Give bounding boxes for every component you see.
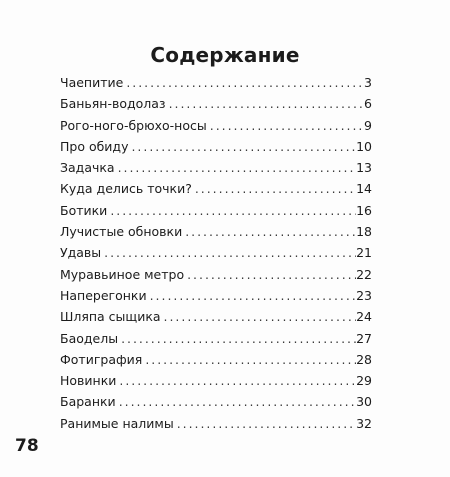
toc-entry [60, 157, 372, 178]
toc-entry-title: Рого-ного-брюхо-носы [60, 117, 207, 133]
toc-entry-page: 16 [356, 202, 372, 218]
toc-entry-title: Фотиграфия [60, 351, 143, 367]
dot-leader [166, 93, 364, 114]
toc-entry-title: Удавы [60, 245, 102, 261]
toc-entry-title: Про обиду [60, 138, 129, 154]
toc-entry [60, 391, 372, 412]
toc-entry-page: 29 [356, 373, 372, 389]
toc-entry-title: Баньян-водолаз [60, 96, 166, 112]
toc-entry [60, 264, 372, 285]
toc-entry-page: 22 [356, 266, 372, 282]
page-title: Содержание [150, 43, 300, 68]
toc-entry-page: 21 [356, 245, 372, 261]
toc-entry [60, 242, 372, 263]
dot-leader [207, 115, 364, 136]
toc-entry-page: 27 [356, 330, 372, 346]
toc-entry [60, 178, 372, 199]
toc-entry [60, 93, 372, 114]
toc-entry [60, 306, 372, 327]
dot-leader [174, 413, 356, 434]
toc-entry-page: 14 [356, 181, 372, 197]
dot-leader [123, 72, 364, 93]
dot-leader [101, 242, 356, 263]
toc-entry-title: Ранимые налимы [60, 415, 174, 431]
toc-entry-title: Наперегонки [60, 287, 147, 303]
toc-entry-page: 18 [356, 224, 372, 240]
toc-entry-title: Муравьиное метро [60, 266, 185, 282]
toc-entry-page: 13 [356, 160, 372, 176]
dot-leader [161, 306, 357, 327]
dot-leader [107, 200, 356, 221]
dot-leader [142, 349, 356, 370]
toc-entry [60, 285, 372, 306]
dot-leader [116, 391, 356, 412]
toc-entry [60, 328, 372, 349]
toc-entry-page: 30 [356, 394, 372, 410]
toc-entry [60, 349, 372, 370]
toc-entry-page: 10 [356, 138, 372, 154]
toc-entry-title: Шляпа сыщика [60, 309, 161, 325]
dot-leader [147, 285, 356, 306]
toc-entry-title: Баоделы [60, 330, 119, 346]
dot-leader [116, 370, 356, 391]
page-number: 78 [15, 436, 39, 456]
toc-entry-title: Задачка [60, 160, 115, 176]
dot-leader [192, 178, 356, 199]
toc-entry-page: 6 [364, 96, 372, 112]
toc-entry-page: 24 [356, 309, 372, 325]
toc-entry [60, 115, 372, 136]
toc-entry-title: Чаепитие [60, 75, 124, 90]
toc-entry-title: Ботики [60, 202, 108, 218]
toc-entry-page: 3 [364, 75, 372, 90]
toc-entry-title: Новинки [60, 373, 117, 389]
toc-entry-title: Баранки [60, 394, 116, 410]
toc-entry [60, 136, 372, 157]
table-of-contents [60, 72, 372, 434]
toc-entry-title: Куда делись точки? [60, 181, 192, 197]
dot-leader [184, 264, 356, 285]
toc-entry [60, 200, 372, 221]
dot-leader [115, 157, 357, 178]
toc-entry [60, 370, 372, 391]
toc-entry-page: 23 [356, 287, 372, 303]
toc-entry-title: Лучистые обновки [60, 224, 183, 240]
dot-leader [128, 136, 356, 157]
toc-entry-page: 32 [356, 415, 372, 431]
toc-entry [60, 413, 372, 434]
toc-entry-page: 28 [356, 351, 372, 367]
dot-leader [182, 221, 356, 242]
toc-entry [60, 221, 372, 242]
toc-entry [60, 72, 372, 93]
dot-leader [118, 328, 356, 349]
toc-entry-page: 9 [364, 117, 372, 133]
